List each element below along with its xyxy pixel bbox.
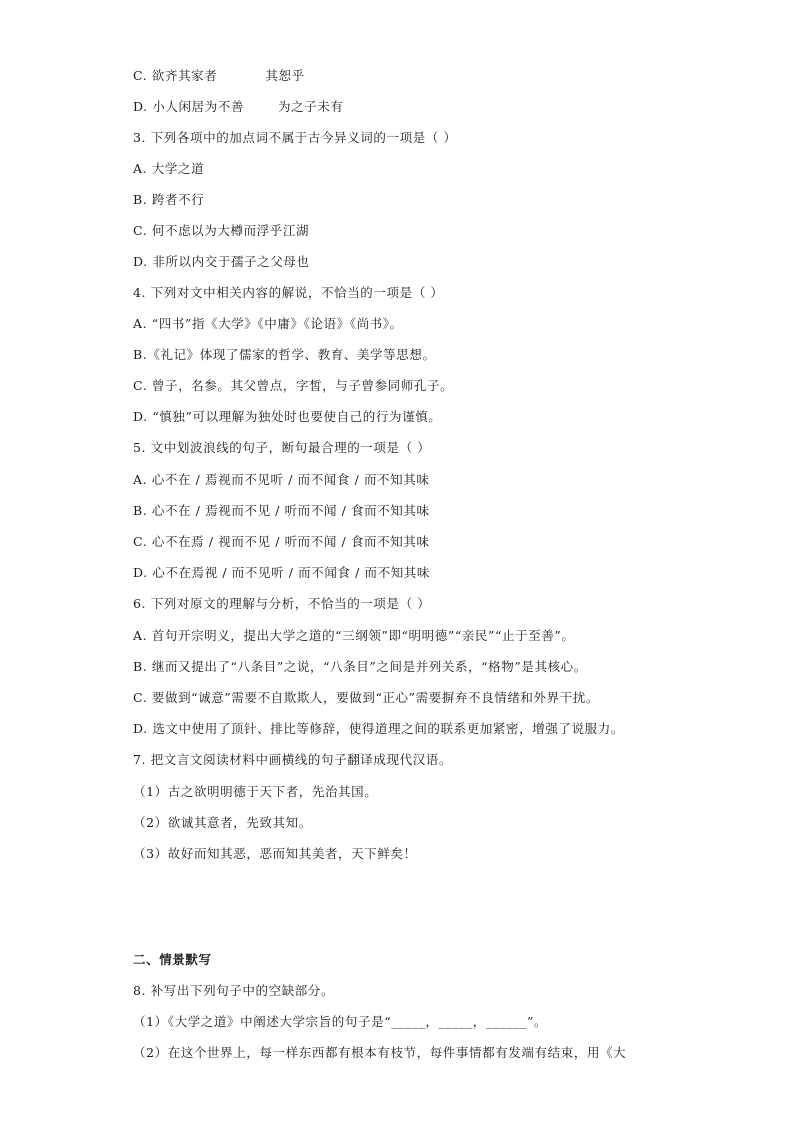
question-7: 7. 把文言文阅读材料中画横线的句子翻译成现代汉语。 xyxy=(133,752,453,767)
question-6-option-a: A. 首句开宗明义，提出大学之道的“三纲领”即“明明德”“亲民”“止于至善”。 xyxy=(133,628,575,643)
question-7-item-1: （1）古之欲明明德于天下者，先治其国。 xyxy=(133,784,378,799)
option-text: D. 小人闲居为不善 xyxy=(133,99,245,114)
question-3-option-c: C. 何不虑以为大樽而浮乎江湖 xyxy=(133,223,310,238)
question-7-item-2: （2）欲诚其意者，先致其知。 xyxy=(133,815,312,830)
question-4-option-a: A. “四书”指《大学》《中庸》《论语》《尚书》。 xyxy=(133,316,403,331)
option-text: 其恕乎 xyxy=(265,68,305,83)
question-7-item-3: （3）故好而知其恶，恶而知其美者，天下鲜矣！ xyxy=(133,846,417,861)
question-3-option-a: A. 大学之道 xyxy=(133,161,205,176)
question-3-option-b: B. 跨者不行 xyxy=(133,192,205,207)
question-6-option-c: C. 要做到“诚意”需要不自欺欺人，要做到“正心”需要摒弃不良情绪和外界干扰。 xyxy=(133,690,600,705)
question-5-option-d: D. 心不在焉视 / 而不见听 / 而不闻食 / 而不知其味 xyxy=(133,565,430,580)
option-line xyxy=(133,68,664,84)
question-5-option-a: A. 心不在 / 焉视而不见听 / 而不闻食 / 而不知其味 xyxy=(133,472,430,487)
question-5: 5. 文中划波浪线的句子，断句最合理的一项是（ ） xyxy=(133,440,431,455)
option-text: C. 欲齐其家者 xyxy=(133,68,218,83)
question-8-item-1: （1）《大学之道》中阐述大学宗旨的句子是“_____，_____，______”。 xyxy=(133,1014,548,1029)
question-4: 4. 下列对文中相关内容的解说，不恰当的一项是（ ） xyxy=(133,285,444,300)
option-text: 为之子未有 xyxy=(278,99,344,114)
question-8-item-2: （2）在这个世界上，每一样东西都有根本有枝节，每件事情都有发端有结束，用《大 xyxy=(133,1045,627,1060)
question-3-option-d: D. 非所以内交于孺子之父母也 xyxy=(133,254,310,269)
question-3: 3. 下列各项中的加点词不属于古今异义词的一项是（ ） xyxy=(133,130,457,145)
section-heading: 二、情景默写 xyxy=(133,952,212,967)
option-line xyxy=(133,99,664,115)
question-4-option-b: B.《礼记》体现了儒家的哲学、教育、美学等思想。 xyxy=(133,347,436,362)
question-5-option-b: B. 心不在 / 焉视而不见 / 听而不闻 / 食而不知其味 xyxy=(133,503,430,518)
question-4-option-c: C. 曾子，名参。其父曾点，字皙，与子曾参同师孔子。 xyxy=(133,378,454,393)
question-5-option-c: C. 心不在焉 / 视而不见 / 听而不闻 / 食而不知其味 xyxy=(133,534,430,549)
question-6-option-d: D. 选文中使用了顶针、排比等修辞，使得道理之间的联系更加紧密，增强了说服力。 xyxy=(133,721,624,736)
question-6: 6. 下列对原文的理解与分析，不恰当的一项是（ ） xyxy=(133,596,431,611)
question-6-option-b: B. 继而又提出了“八条目”之说，“八条目”之间是并列关系，“格物”是其核心。 xyxy=(133,659,587,674)
question-4-option-d: D. “慎独”可以理解为独处时也要使自己的行为谨慎。 xyxy=(133,409,442,424)
question-8: 8. 补写出下列句子中的空缺部分。 xyxy=(133,983,335,998)
